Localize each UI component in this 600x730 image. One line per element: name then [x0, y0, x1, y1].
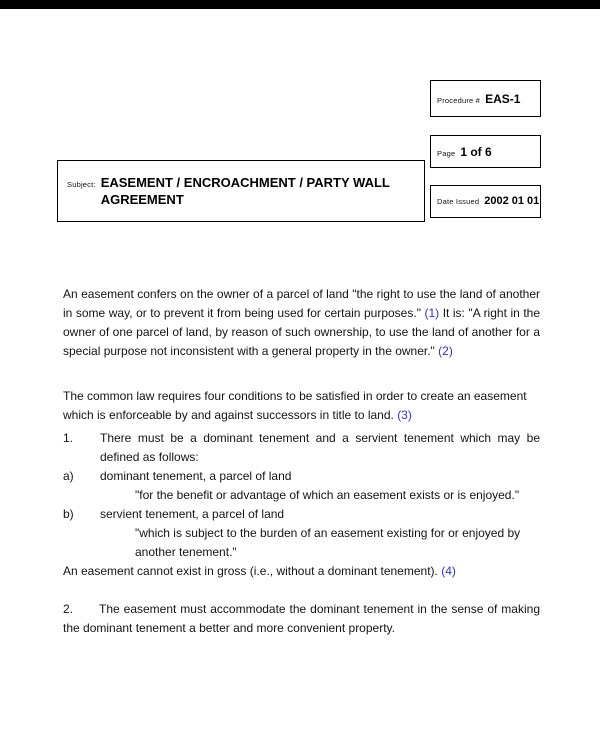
paragraph-text: It is: "A right in the owner of one parcel of land, by reason of such ownership, to use the land of another for a special purpose not inconsistent with a general property in the owner.": [63, 306, 540, 358]
date-issued-value: 2002 01 01: [484, 195, 540, 207]
list-item-text: servient tenement, a parcel of land: [100, 507, 285, 521]
condition-2-item: [63, 600, 540, 638]
list-number: 2.: [63, 602, 74, 616]
condition-1-item: [63, 429, 540, 467]
list-marker: b): [63, 507, 74, 521]
easement-definition-paragraph: [63, 285, 540, 361]
list-number: 1.: [63, 431, 74, 445]
date-issued-box: [430, 185, 541, 218]
dominant-tenement-item: [63, 467, 540, 486]
dominant-tenement-quote: "for the benefit or advantage of which an easement exists or is enjoyed.": [135, 488, 520, 502]
reference-link-4[interactable]: (4): [441, 564, 456, 578]
gross-easement-note: [63, 562, 540, 581]
paragraph-text: The common law requires four conditions to be satisfied in order to create an easement which is enforceable by and against successors in title to land.: [63, 389, 527, 422]
page-number-value: 1 of 6: [460, 145, 492, 159]
document-body: [63, 285, 540, 638]
subject-box: [57, 160, 425, 222]
common-law-paragraph: [63, 387, 540, 425]
top-border-bar: [0, 0, 600, 9]
reference-link-1[interactable]: (1): [424, 306, 440, 320]
subject-title: EASEMENT / ENCROACHMENT / PARTY WALL AGREEMENT: [100, 175, 390, 207]
subject-label: Subject:: [67, 180, 96, 189]
servient-tenement-item: [63, 505, 540, 524]
list-marker: a): [63, 469, 74, 483]
list-item-text: The easement must accommodate the dominant tenement in the sense of making the dominant tenement a better and more convenient property.: [63, 602, 540, 635]
servient-tenement-quote: "which is subject to the burden of an easement existing for or enjoyed by another tenement.": [135, 526, 521, 559]
paragraph-text: An easement cannot exist in gross (i.e., without a dominant tenement).: [63, 564, 442, 578]
procedure-value: EAS-1: [485, 92, 521, 106]
page-number-box: [430, 135, 541, 168]
list-item-text: There must be a dominant tenement and a servient tenement which may be defined as follows:: [100, 431, 540, 464]
list-item-text: dominant tenement, a parcel of land: [100, 469, 292, 483]
date-issued-label: Date Issued: [437, 197, 480, 206]
reference-link-3[interactable]: (3): [397, 408, 412, 422]
procedure-label: Procedure #: [437, 96, 481, 105]
reference-link-2[interactable]: (2): [438, 344, 453, 358]
paragraph-text: An easement confers on the owner of a parcel of land "the right to use the land of another in some way, or to prevent it from being used for certain purposes.": [63, 287, 540, 320]
procedure-box: [430, 80, 541, 117]
page-number-label: Page: [437, 149, 456, 158]
